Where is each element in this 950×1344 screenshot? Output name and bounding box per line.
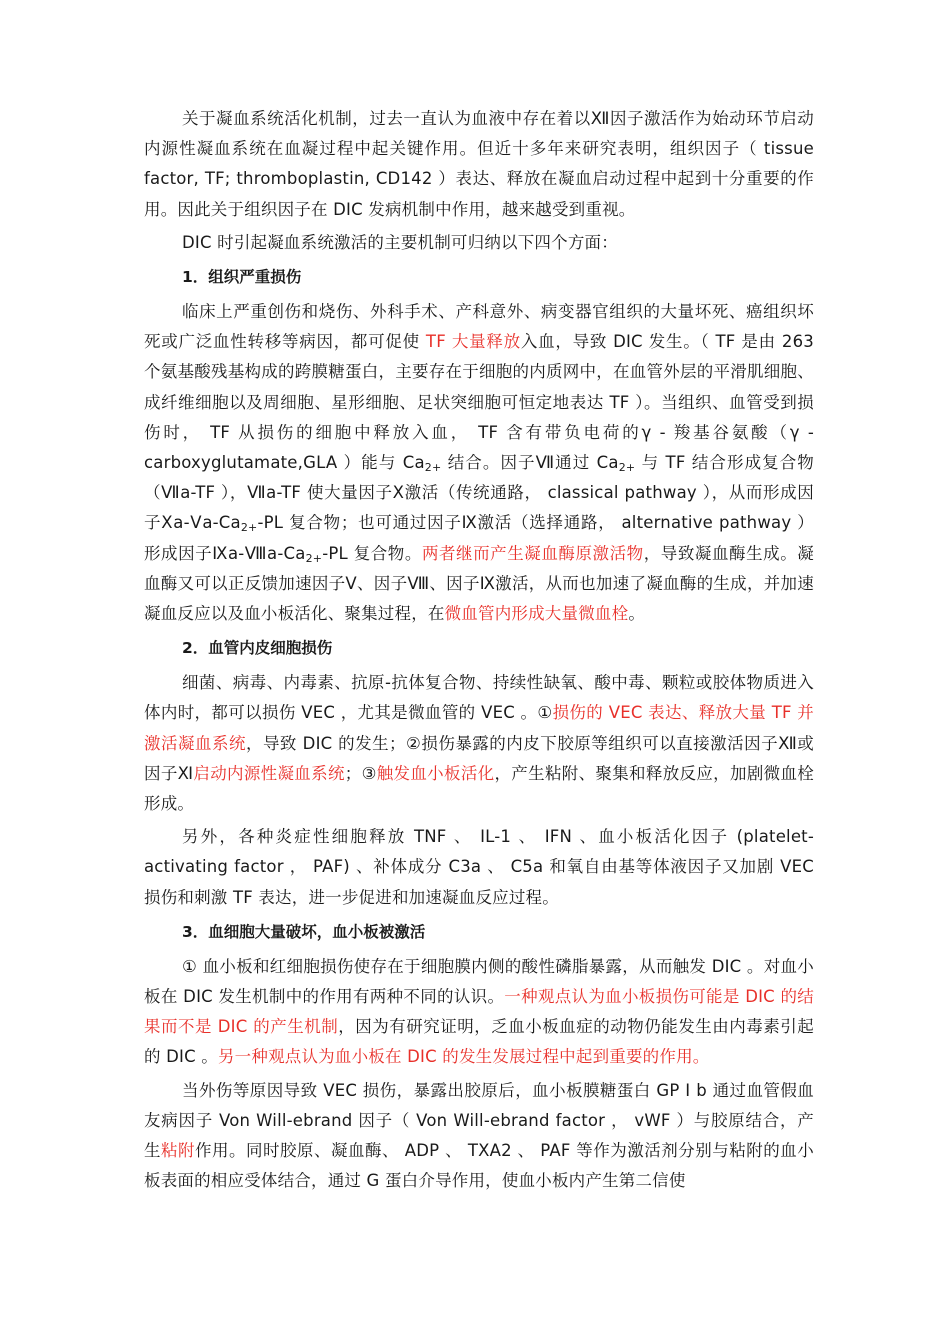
paragraph-intro: 关于凝血系统活化机制，过去一直认为血液中存在着以Ⅻ因子激活作为始动环节启动内源性凝血系统在血凝过程中起关键作用。但近十多年来研究表明，组织因子（ tissue factor, TF; thromboplastin, CD142 ）表达、释放在凝血启动过程中起到十分重要的作用。因此关于组织因子在 DIC 发病机制中作用，越来越受到重视。: [144, 109, 814, 219]
paragraph-endothelial-injury: 细菌、病毒、内毒素、抗原-抗体复合物、持续性缺氧、酸中毒、颗粒或胶体物质进入体内时，都可以损伤 VEC ，尤其是微血管的 VEC 。①损伤的 VEC 表达、释放大量 TF 并激活凝血系统，导致 DIC 的发生；②损伤暴露的内皮下胶原等组织可以直接激活因子Ⅻ或因子Ⅺ启动内源性凝血系统；③触发血小板活化，产生粘附、聚集和释放反应，加剧微血栓形成。: [144, 673, 814, 814]
paragraph-inflammation: 另外，各种炎症性细胞释放 TNF 、 IL-1 、 IFN 、血小板活化因子 (platelet-activating factor ， PAF) 、补体成分 C3a 、 C5a 和氧自由基等体液因子又加剧 VEC 损伤和刺激 TF 表达，进一步促进和加速凝血反应过程。: [144, 827, 814, 907]
highlight-view-two: 另一种观点认为血小板在 DIC 的发生发展过程中起到重要的作用。: [217, 1047, 710, 1067]
highlight-adhesion: 粘附: [161, 1141, 196, 1161]
highlight-tf-release: TF 大量释放: [419, 332, 521, 352]
document-body: [144, 104, 814, 1200]
paragraph-platelet-adhesion: 当外伤等原因导致 VEC 损伤，暴露出胶原后，血小板膜糖蛋白 GP Ⅰ b 通过血管假血友病因子 Von Will-ebrand 因子（ Von Will-ebrand factor ， vWF ）与胶原结合，产生粘附作用。同时胶原、凝血酶、 ADP 、 TXA2 、 PAF 等作为激活剂分别与粘附的血小板表面的相应受体结合，通过 G 蛋白介导作用，使血小板内产生第二信使: [144, 1080, 815, 1191]
heading-tissue-injury: 1．组织严重损伤: [182, 268, 302, 287]
heading-blood-cell-destruction: 3．血细胞大量破坏，血小板被激活: [182, 922, 426, 941]
highlight-platelet-activation: 触发血小板活化: [376, 763, 495, 783]
highlight-prothrombin-activator: 两者继而产生凝血酶原激活物: [421, 543, 644, 563]
paragraph-summary: DIC 时引起凝血系统激活的主要机制可归纳以下四个方面：: [182, 232, 618, 252]
highlight-view-one: 一种观点认为血小板损伤可能是 DIC 的结果而不是 DIC 的产生机制: [144, 987, 814, 1037]
heading-endothelial-injury: 2．血管内皮细胞损伤: [182, 639, 333, 658]
highlight-microthrombi: 微血管内形成大量微血栓: [444, 604, 629, 624]
highlight-vec-tf: 损伤的 VEC 表达、释放大量 TF 并激活凝血系统: [144, 703, 814, 753]
paragraph-platelet-views: ① 血小板和红细胞损伤使存在于细胞膜内侧的酸性磷脂暴露，从而触发 DIC 。对血小板在 DIC 发生机制中的作用有两种不同的认识。一种观点认为血小板损伤可能是 DIC 的结果而不是 DIC 的产生机制，因为有研究证明，乏血小板血症的动物仍能发生由内毒素引起的 DIC 。另一种观点认为血小板在 DIC 的发生发展过程中起到重要的作用。: [144, 956, 814, 1067]
paragraph-tissue-injury: 临床上严重创伤和烧伤、外科手术、产科意外、病变器官组织的大量坏死、癌组织坏死或广泛血性转移等病因，都可促使 TF 大量释放入血，导致 DIC 发生。（ TF 是由 263 个氨基酸残基构成的跨膜糖蛋白，主要存在于细胞的内质网中，在血管外层的平滑肌细胞、成纤维细胞以及周细胞、星形细胞、足状突细胞可恒定地表达 TF ）。当组织、血管受到损伤时， TF 从损伤的细胞中释放入血， TF 含有带负电荷的γ - 羧基谷氨酸（γ -carboxyglutamate,GLA ）能与 $Ca_{2+}$ 结合。因子Ⅶ通过 $Ca_{2+}$ 与 TF 结合形成复合物（Ⅶa-TF ），Ⅶa-TF 使大量因子Ⅹ激活（传统通路， classical pathway ），从而形成因子$Ⅹa-Ⅴa-Ca_{2+}-PL$ 复合物；也可通过因子Ⅸ激活（选择通路， alternative pathway ）形成因子$Ⅸa-Ⅷa-Ca_{2+}-PL$ 复合物。两者继而产生凝血酶原激活物，导致凝血酶生成。凝血酶又可以正反馈加速因子Ⅴ、因子Ⅷ、因子Ⅸ激活，从而也加速了凝血酶的生成，并加速凝血反应以及血小板活化、聚集过程，在微血管内形成大量微血栓。: [144, 302, 815, 624]
highlight-intrinsic-pathway: 启动内源性凝血系统: [193, 763, 345, 783]
